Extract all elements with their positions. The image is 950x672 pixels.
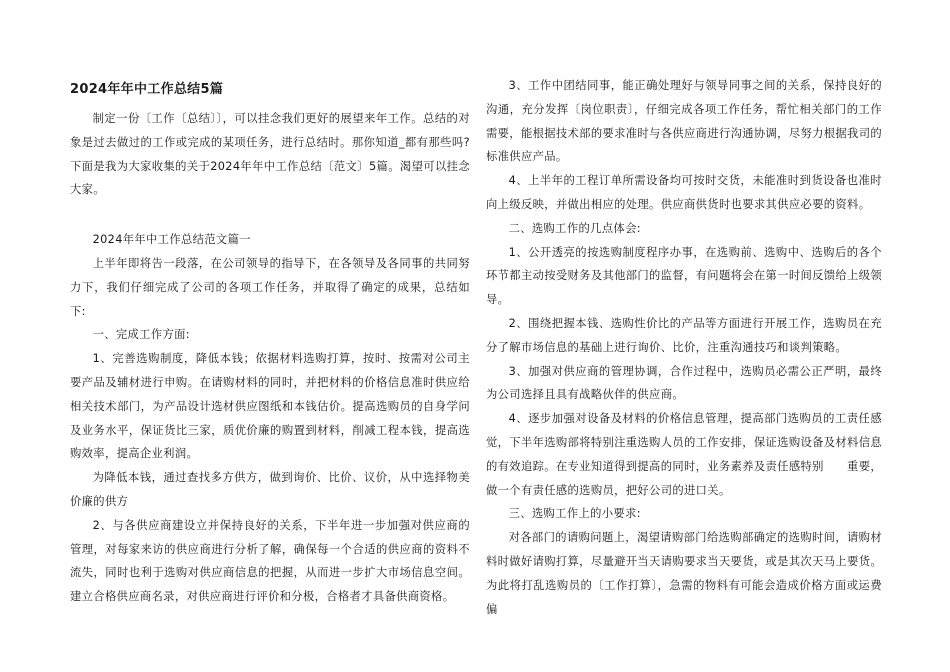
paragraph: 三、选购工作上的小要求: [508, 507, 641, 521]
paragraph: 制定一份〔工作〔总结〕〕，可以挂念我们更好的展望来年工作。总结的对象是过去做过的工作或完成的某项任务，进行总结时。那你知道_都有那些吗?下面是我为大家收集的关于2024年年中工作总结〔范文〕5篇。渴望可以挂念大家。 [70, 112, 470, 197]
paragraph: 对各部门的请购问题上，渴望请购部门给选购部确定的选购时间，请购材料时做好请购打算，尽量避开当天请购要求当天要货，或是其次天马上要货。为此将打乱选购员的〔工作打算〕，急需的物料有可能会造成价格方面或运费偏 [486, 531, 882, 616]
left-paragraphs [70, 107, 470, 609]
right-column [486, 74, 882, 621]
paragraph: 3、加强对供应商的管理协调，合作过程中，选购员必需公正严明，最终为公司选择且具有战略伙伴的供应商。 [486, 364, 882, 402]
paragraph: 上半年即将告一段落，在公司领导的指导下，在各领导及各同事的共同努力下，我们仔细完成了公司的各项工作任务，并取得了确定的成果，总结如下: [70, 256, 470, 318]
paragraph: 1、完善选购制度，降低本钱；依据材料选购打算，按时、按需对公司主要产品及辅材进行申购。在请购材料的同时，并把材料的价格信息准时供应给相关技术部门，为产品设计选材供应图纸和本钱估价。提高选购员的自身学问及业务水平，保证货比三家，质优价廉的购置到材料，削减工程本钱，提高选购效率，提高企业利润。 [70, 352, 470, 461]
paragraph: 二、选购工作的几点体会: [508, 221, 641, 235]
paragraph: 4、逐步加强对设备及材料的价格信息管理，提高部门选购员的工责任感觉，下半年选购部将特别注重选购人员的工作安排，保证选购设备及材料信息的有效追踪。在专业知道得到提高的同时，业务素养及责任感特别 重要，做一个有责任感的选购员，把好公司的进口关。 [486, 412, 882, 497]
paragraph: 一、完成工作方面: [92, 328, 190, 342]
paragraph: 4、上半年的工程订单所需设备均可按时交货，未能准时到货设备也准时向上级反映，并做出相应的处理。供应商供货时也要求其供应必要的资料。 [486, 174, 882, 211]
paragraph-spacer [70, 202, 470, 228]
paragraph: 为降低本钱，通过查找多方供方，做到询价、比价、议价，从中选择物美价廉的供方 [70, 471, 470, 508]
paragraph: 2、围绕把握本钱、选购性价比的产品等方面进行开展工作，选购员在充分了解市场信息的基础上进行询价、比价，注重沟通技巧和谈判策略。 [486, 316, 882, 354]
paragraph: 2、与各供应商建设立并保持良好的关系，下半年进一步加强对供应商的管理，对每家来访的供应商进行分析了解，确保每一个合适的供应商的资料不流失，同时也利于选购对供应商信息的把握，从而进一步扩大市场信息空间。建立合格供应商名录，对供应商进行评价和分极，合格者才具备供商资格。 [70, 518, 470, 604]
paragraph: 1、公开透亮的按选购制度程序办事，在选购前、选购中、选购后的各个环节都主动按受财务及其他部门的监督，有问题将会在第一时间反馈给上级领导。 [486, 245, 882, 307]
paragraph: 2024年年中工作总结范文篇一 [92, 233, 251, 247]
right-paragraphs [486, 74, 882, 621]
paragraph: 3、工作中团结同事，能正确处理好与领导同事之间的关系，保持良好的沟通，充分发挥〔岗位职责〕，仔细完成各项工作任务，帮忙相关部门的工作需要，能根据技术部的要求准时与各供应商进行沟通协调，尽努力根据我司的标准供应产品。 [486, 79, 882, 164]
document-title: 2024年年中工作总结5篇 [70, 82, 224, 97]
left-column [70, 70, 470, 609]
